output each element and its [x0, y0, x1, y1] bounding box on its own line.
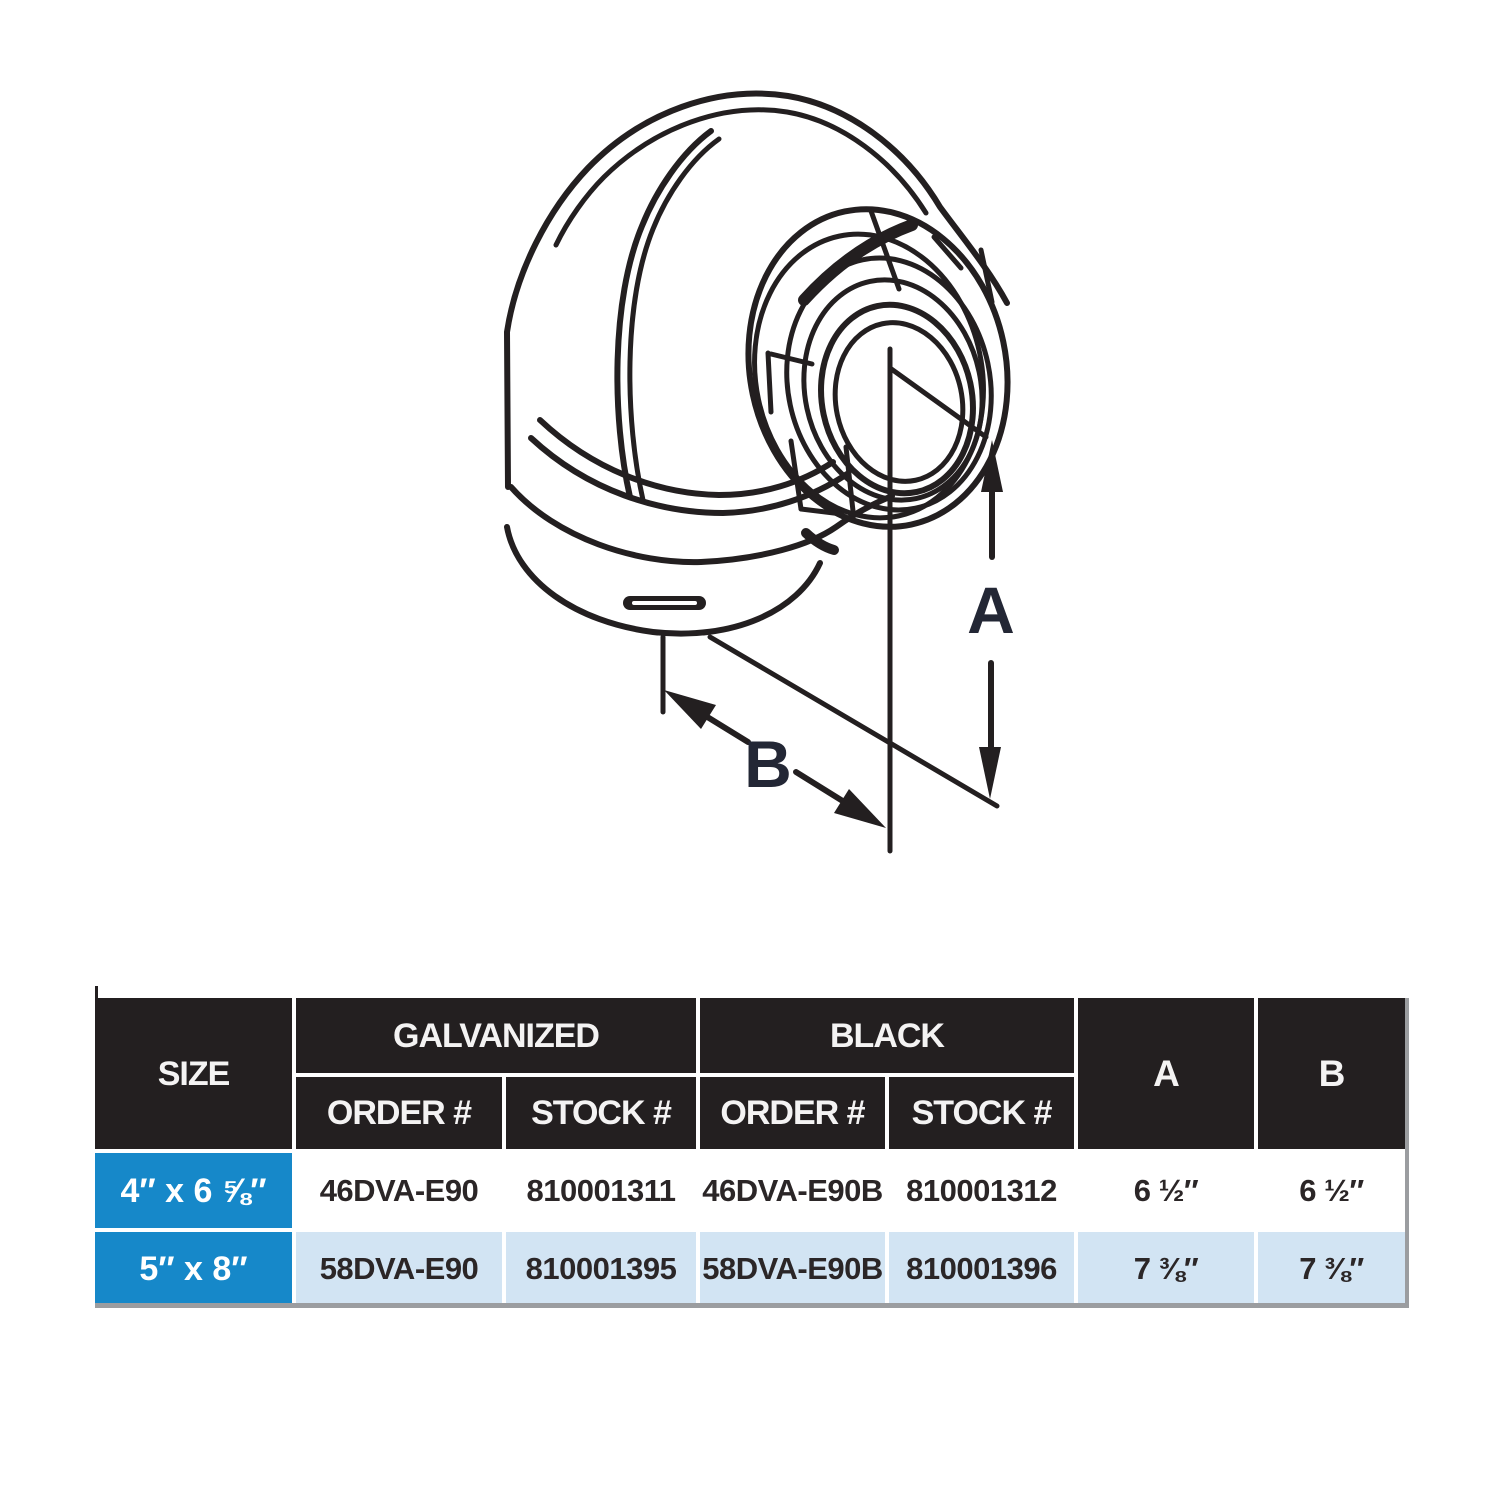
header-black: BLACK	[700, 998, 1074, 1073]
base-bottom-cap	[507, 527, 820, 634]
row2-galvanized-stock: 810001395	[506, 1232, 696, 1305]
table-corner-tick	[95, 986, 98, 998]
collar-tab-top	[871, 211, 899, 289]
header-black-order: ORDER #	[700, 1077, 885, 1149]
dim-b-arrowhead-upleft	[664, 690, 716, 729]
header-black-stock: STOCK #	[889, 1077, 1074, 1149]
row1-dim-b: 6 ½″	[1258, 1153, 1405, 1228]
elbow-ring-edge-inner	[630, 139, 719, 500]
table-border-right	[1405, 998, 1409, 1307]
row1-dim-a: 6 ½″	[1078, 1153, 1254, 1228]
elbow-underside-arc1	[540, 420, 833, 495]
row1-black-order: 46DVA-E90B	[700, 1153, 885, 1228]
dim-a-label: A	[967, 573, 1015, 647]
row2-black-order: 58DVA-E90B	[700, 1232, 885, 1305]
header-dim-a: A	[1078, 998, 1254, 1149]
spec-table	[95, 998, 1405, 1305]
table-border-bottom	[95, 1303, 1409, 1308]
dim-b-arrowhead-downright	[834, 789, 886, 828]
header-galvanized-stock: STOCK #	[506, 1077, 696, 1149]
dim-b-label: B	[744, 727, 792, 801]
row1-size: 4″ x 6 ⅝″	[95, 1153, 292, 1228]
row1-galvanized-stock: 810001311	[506, 1153, 696, 1228]
row2-black-stock: 810001396	[889, 1232, 1074, 1305]
header-galvanized-order: ORDER #	[296, 1077, 502, 1149]
row2-size: 5″ x 8″	[95, 1232, 292, 1305]
row1-black-stock: 810001312	[889, 1153, 1074, 1228]
collar-tab-bottom-2	[846, 447, 853, 511]
dim-a-arrowhead-down	[979, 747, 1001, 799]
row2-galvanized-order: 58DVA-E90	[296, 1232, 502, 1305]
row1-galvanized-order: 46DVA-E90	[296, 1153, 502, 1228]
row2-dim-a: 7 ⅜″	[1078, 1232, 1254, 1305]
header-size: SIZE	[95, 998, 292, 1149]
collar-tab-left-v	[768, 353, 771, 412]
header-dim-b: B	[1258, 998, 1405, 1149]
header-galvanized: GALVANIZED	[296, 998, 696, 1073]
row2-dim-b: 7 ⅜″	[1258, 1232, 1405, 1305]
